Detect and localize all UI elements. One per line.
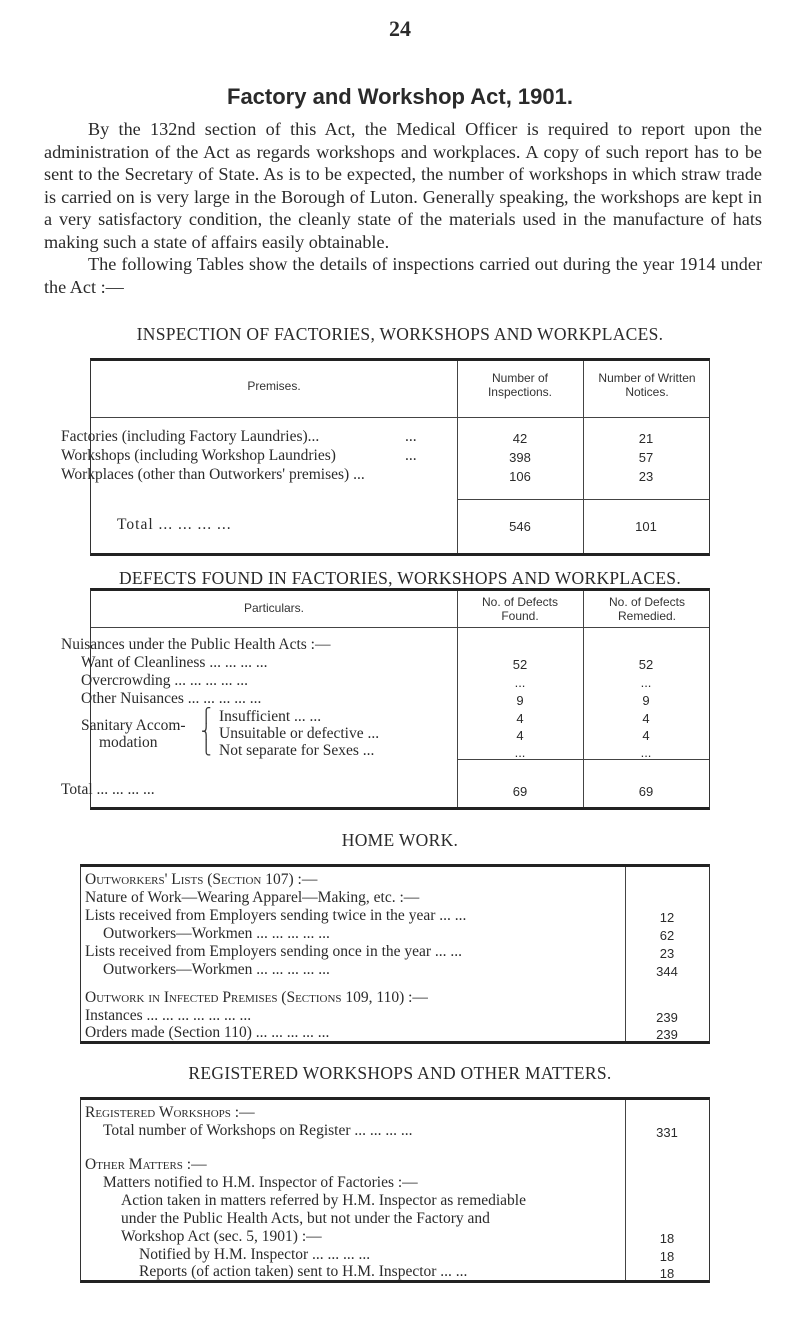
defects-table xyxy=(61,588,710,810)
table-cell: 52 xyxy=(512,657,528,672)
table-row-label: Unsuitable or defective ... xyxy=(219,725,380,742)
table-cell: 52 xyxy=(638,657,654,672)
table-row-label: Outworkers—Workmen ... ... ... ... ... xyxy=(103,961,330,978)
table-row-label: Notified by H.M. Inspector ... ... ... ... xyxy=(139,1246,371,1263)
text-line: under the Public Health Acts, but not under the Factory and xyxy=(121,1210,490,1227)
intro-paragraph: By the 132nd section of this Act, the Medical Officer is required to report upon the administration of the Act as regards workshops and workplaces. A copy of such report has to be sent to the Secretary of State. As is to be expected, the number of workshops in which straw trade is carried on is very large in the Borough of Luton. Generally speaking, the workshops are kept in a very satisfactory condition, the cleanly state of the materials used in the manufacture of hats making such a state of affairs easily obtainable. xyxy=(44,119,762,252)
table-row-label: Insufficient ... ... xyxy=(219,708,322,725)
inspection-heading: INSPECTION OF FACTORIES, WORKSHOPS AND WORKPLACES. xyxy=(136,324,664,344)
table-row-label: Total number of Workshops on Register ... ... ... ... xyxy=(103,1122,413,1139)
table-cell: 4 xyxy=(642,711,650,726)
sanitary-label: Sanitary Accom- xyxy=(81,717,186,734)
text-line: Matters notified to H.M. Inspector of Factories :— xyxy=(103,1174,418,1191)
table-row-label: Workshop Act (sec. 5, 1901) :— xyxy=(121,1228,322,1245)
intro-text xyxy=(44,118,762,298)
col-header-found: No. of Defects Found. xyxy=(481,595,559,623)
table-row-label: Lists received from Employers sending twice in the year ... ... xyxy=(85,907,467,924)
table-row-label: Reports (of action taken) sent to H.M. Inspector ... ... xyxy=(139,1263,468,1280)
table-cell: 12 xyxy=(659,910,675,925)
col-header-remedied: No. of Defects Remedied. xyxy=(608,595,686,623)
registered-heading: REGISTERED WORKSHOPS AND OTHER MATTERS. xyxy=(188,1063,612,1083)
registered-table xyxy=(80,1097,710,1283)
page-title: Factory and Workshop Act, 1901. xyxy=(227,84,573,109)
total-cell: 101 xyxy=(635,519,657,534)
table-cell: 9 xyxy=(642,693,650,708)
table-cell: 9 xyxy=(516,693,524,708)
brace-icon: ⎧ ⎨ ⎩ xyxy=(201,709,212,756)
section-label: Other Matters :— xyxy=(85,1156,207,1173)
table-cell: ... xyxy=(640,745,652,760)
table-cell: ... xyxy=(514,745,526,760)
home-work-heading: HOME WORK. xyxy=(341,830,459,850)
defects-heading: DEFECTS FOUND IN FACTORIES, WORKSHOPS AND WORKPLACES. xyxy=(118,568,682,588)
col-header-inspections: Number of Inspections. xyxy=(487,371,553,399)
table-cell: 57 xyxy=(638,450,654,465)
table-cell: 23 xyxy=(659,946,675,961)
table-cell: 344 xyxy=(656,964,678,979)
table-cell: 23 xyxy=(638,469,654,484)
table-row-dots: ... xyxy=(405,447,417,464)
table-row-label: Outworkers—Workmen ... ... ... ... ... xyxy=(103,925,330,942)
table-cell: 42 xyxy=(512,431,528,446)
table-row-label: Orders made (Section 110) ... ... ... ... ... xyxy=(85,1024,330,1041)
table-row-label: Instances ... ... ... ... ... ... ... xyxy=(85,1007,252,1024)
table-cell: 4 xyxy=(516,728,524,743)
table-cell: 239 xyxy=(656,1010,678,1025)
section-label: Outwork in Infected Premises (Sections 109, 110) :— xyxy=(85,989,428,1006)
section-label: Outworkers' Lists (Section 107) :— xyxy=(85,871,318,888)
home-work-table xyxy=(80,864,710,1044)
total-label: Total ... ... ... ... xyxy=(117,516,232,533)
table-cell: 106 xyxy=(509,469,531,484)
sanitary-label: modation xyxy=(99,734,158,751)
intro-paragraph: The following Tables show the details of inspections carried out during the year 1914 under the Act :— xyxy=(44,254,762,297)
inspection-table xyxy=(61,358,710,556)
total-cell: 69 xyxy=(512,784,528,799)
table-row-label: Workplaces (other than Outworkers' premises) ... xyxy=(61,466,365,483)
col-header-premises: Premises. xyxy=(247,379,301,393)
total-cell: 69 xyxy=(638,784,654,799)
total-cell: 546 xyxy=(509,519,531,534)
table-cell: 4 xyxy=(642,728,650,743)
table-cell: 4 xyxy=(516,711,524,726)
table-cell: ... xyxy=(640,675,652,690)
table-row-label: Want of Cleanliness ... ... ... ... xyxy=(81,654,268,671)
table-cell: 18 xyxy=(659,1266,675,1281)
table-row-label: Workshops (including Workshop Laundries) xyxy=(61,447,336,464)
section-label: Nuisances under the Public Health Acts :— xyxy=(61,636,331,653)
table-cell: 331 xyxy=(656,1125,678,1140)
table-cell: 398 xyxy=(509,450,531,465)
table-cell: ... xyxy=(514,675,526,690)
section-label: Nature of Work—Wearing Apparel—Making, etc. :— xyxy=(85,889,420,906)
table-row-label: Overcrowding ... ... ... ... ... xyxy=(81,672,249,689)
col-header-notices: Number of Written Notices. xyxy=(598,371,696,399)
table-cell: 18 xyxy=(659,1249,675,1264)
table-cell: 18 xyxy=(659,1231,675,1246)
total-label: Total ... ... ... ... xyxy=(61,781,155,798)
col-header-particulars: Particulars. xyxy=(243,601,305,615)
table-row-dots: ... xyxy=(405,428,417,445)
table-row-label: Lists received from Employers sending once in the year ... ... xyxy=(85,943,463,960)
section-label: Registered Workshops :— xyxy=(85,1104,255,1121)
table-cell: 21 xyxy=(638,431,654,446)
page-number: 24 xyxy=(389,16,411,41)
table-row-label: Other Nuisances ... ... ... ... ... xyxy=(81,690,262,707)
table-row-label: Factories (including Factory Laundries)... xyxy=(61,428,320,445)
table-cell: 62 xyxy=(659,928,675,943)
table-cell: 239 xyxy=(656,1027,678,1042)
table-row-label: Not separate for Sexes ... xyxy=(219,742,375,759)
text-line: Action taken in matters referred by H.M. Inspector as remediable xyxy=(121,1192,526,1209)
